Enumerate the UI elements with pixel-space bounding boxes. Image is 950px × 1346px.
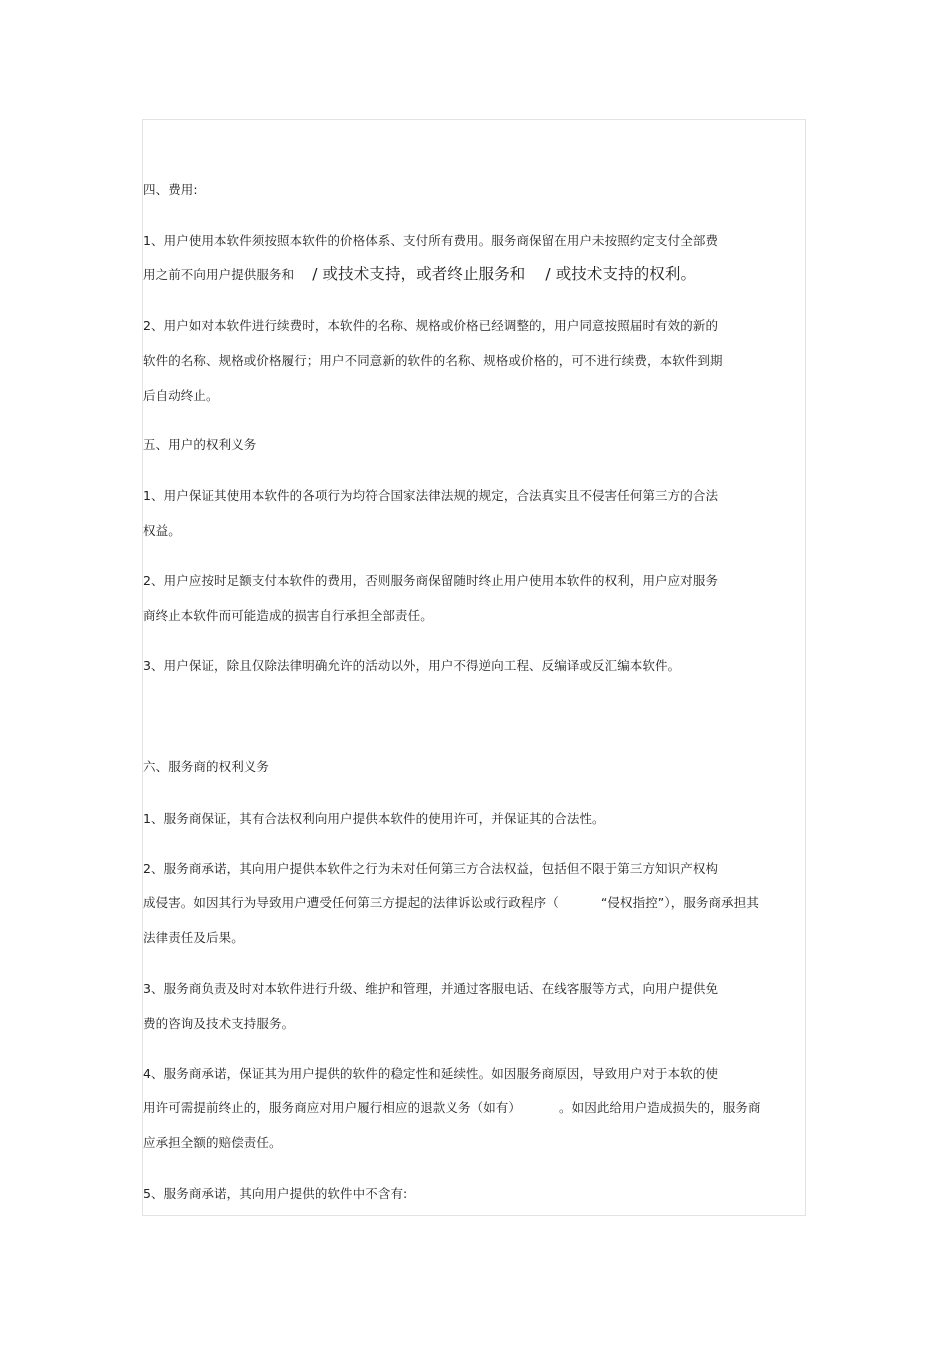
text-run: 。如因此给用户造成损失的，服务商 [559,1100,761,1115]
paragraph-line: 1、服务商保证，其有合法权利向用户提供本软件的使用许可，并保证其的合法性。 [143,811,605,826]
text-run: 用许可需提前终止的，服务商应对用户履行相应的退款义务（如有） [143,1100,522,1115]
paragraph-line: 3、用户保证，除且仅除法律明确允许的活动以外，用户不得逆向工程、反编译或反汇编本软件。 [143,658,681,673]
section-heading-fees: 四、费用: [143,182,198,197]
text-run: / 或技术支持的权利。 [545,265,697,283]
paragraph-line: 2、用户应按时足额支付本软件的费用，否则服务商保留随时终止用户使用本软件的权利，用户应对服务 [143,573,719,588]
paragraph-line [143,266,696,283]
paragraph-line: 2、服务商承诺，其向用户提供本软件之行为未对任何第三方合法权益，包括但不限于第三方知识产权构 [143,861,719,876]
paragraph-line: 1、用户保证其使用本软件的各项行为均符合国家法律法规的规定，合法真实且不侵害任何第三方的合法 [143,488,719,503]
paragraph-line: 后自动终止。 [143,388,219,403]
section-heading-provider-rights: 六、服务商的权利义务 [143,759,270,774]
paragraph-line: 5、服务商承诺，其向用户提供的软件中不含有: [143,1186,408,1201]
paragraph-line: 3、服务商负责及时对本软件进行升级、维护和管理，并通过客服电话、在线客服等方式，向用户提供免 [143,981,719,996]
paragraph-line [143,895,759,911]
paragraph-line: 商终止本软件而可能造成的损害自行承担全部责任。 [143,608,433,623]
text-run: “侵权指控”），服务商承担其 [600,895,759,910]
paragraph-line: 1、用户使用本软件须按照本软件的价格体系、支付所有费用。服务商保留在用户未按照约定支付全部费 [143,233,719,248]
paragraph-line: 权益。 [143,523,181,538]
text-run: 成侵害。如因其行为导致用户遭受任何第三方提起的法律诉讼或行政程序（ [143,895,559,910]
paragraph-line: 费的咨询及技术支持服务。 [143,1016,295,1031]
text-run: / 或技术支持，或者终止服务和 [312,265,526,283]
section-heading-user-rights: 五、用户的权利义务 [143,437,257,452]
paragraph-line: 应承担全额的赔偿责任。 [143,1135,282,1150]
paragraph-line [143,1100,761,1116]
text-run: 用之前不向用户提供服务和 [143,267,295,282]
paragraph-line: 4、服务商承诺，保证其为用户提供的软件的稳定性和延续性。如因服务商原因，导致用户对于本软的使 [143,1066,719,1081]
paragraph-line: 法律责任及后果。 [143,930,244,945]
paragraph-line: 2、用户如对本软件进行续费时，本软件的名称、规格或价格已经调整的，用户同意按照届时有效的新的 [143,318,719,333]
paragraph-line: 软件的名称、规格或价格履行；用户不同意新的软件的名称、规格或价格的，可不进行续费，本软件到期 [143,353,723,368]
